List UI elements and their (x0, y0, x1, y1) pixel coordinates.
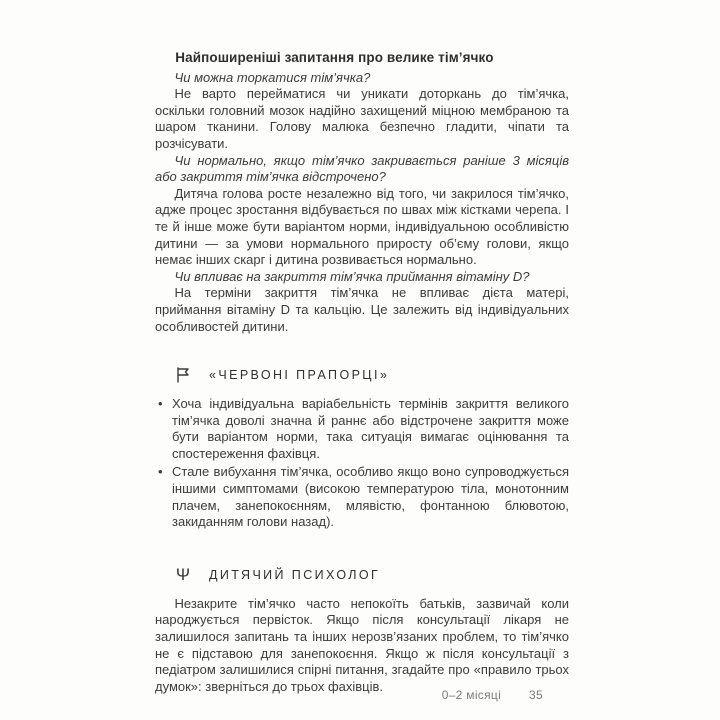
qa-question: Чи впливає на закриття тім’ячка приймання вітаміну D? (174, 268, 530, 284)
psychologist-heading-label: ДИТЯЧИЙ ПСИХОЛОГ (209, 567, 381, 582)
qa-answer: На терміни закриття тім’ячка не впливає дієта матері, приймання вітаміну D та кальцію. Це залежить від індивідуальних особливостей дитини. (155, 285, 569, 334)
red-flags-list (155, 396, 569, 531)
page-footer (0, 688, 720, 702)
red-flags-section (155, 365, 569, 531)
red-flags-heading (155, 365, 569, 385)
flag-icon (173, 365, 193, 385)
footer-page-number: 35 (529, 688, 543, 702)
list-item: • Хоча індивідуальна варіабельність термінів закриття великого тім’ячка доволі значна й раннє або відстрочене закриття може бути варіантом норми, така ситуація вимагає оцінювання та спостереження фахівця. (155, 396, 569, 462)
psi-glyph: Ψ (175, 565, 191, 585)
red-flags-heading-label: «ЧЕРВОНІ ПРАПОРЦІ» (209, 367, 390, 382)
psi-icon (173, 565, 193, 585)
footer-section-label: 0–2 місяці (441, 688, 502, 702)
qa-question: Чи можна торкатися тім’ячка? (174, 69, 371, 85)
psychologist-text: Незакрите тім’ячко часто непокоїть батьків, зазвичай коли народжується первісток. Якщо після консультації лікаря не залишилося запитань та інших нерозв’язаних проблем, то тім’ячко не є підставою для занепокоєння. Якщо ж після консультації з педіатром залишилися спірні питання, згадайте про «правило трьох думок»: зверніться до трьох фахівців. (155, 595, 569, 694)
qa-answer: Дитяча голова росте незалежно від того, чи закрилося тім’ячко, адже процес зростання відбувається по швах між кістками черепа. І те й інше може бути варіантом норми, індивідуальною особливістю дитини — за умови нормального приросту об’єму голови, якщо немає інших скарг і дитина розвивається нормально. (155, 185, 569, 268)
page-title: Найпоширеніші запитання про велике тім’ячко (175, 50, 494, 65)
psychologist-heading (155, 565, 569, 585)
qa-question: Чи нормально, якщо тім’ячко закривається раніше 3 місяців або закриття тім’ячка відстрочено? (155, 152, 569, 185)
list-item: • Стале вибухання тім’ячка, особливо якщо воно супроводжується іншими симптомами (високою температурою тіла, монотонним плачем, занепокоєнням, млявістю, фонтанною блювотою, закиданням голови назад). (155, 464, 569, 530)
page-content (155, 50, 569, 695)
psychologist-section (155, 565, 569, 696)
qa-answer: Не варто перейматися чи уникати доторкань до тім’ячка, оскільки головний мозок надійно захищений міцною мембраною та шаром тканини. Голову малюка безпечно гладити, чіпати та розчісувати. (155, 86, 569, 151)
